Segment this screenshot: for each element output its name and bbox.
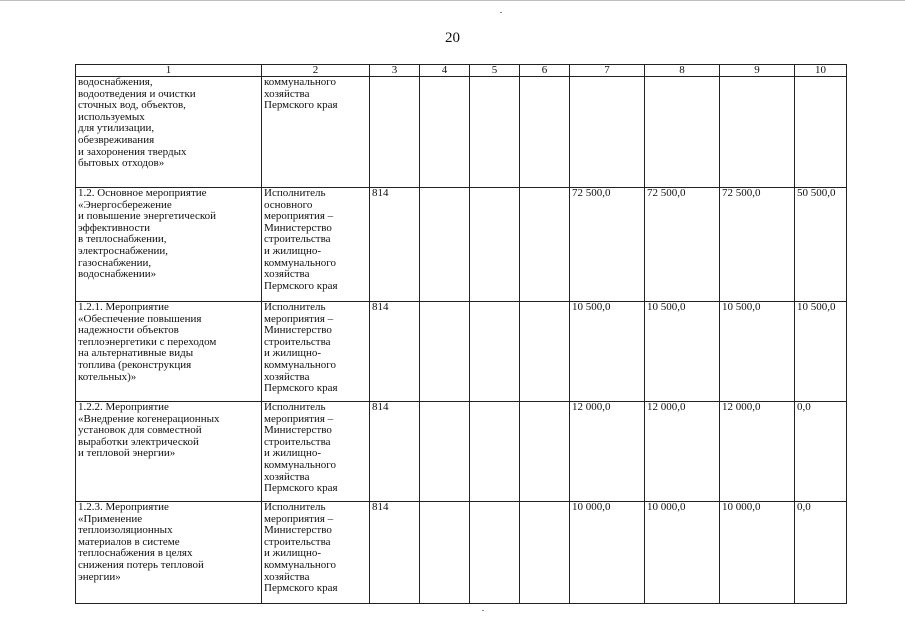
value-cell [470, 502, 520, 604]
value-cell: 12 000,0 [720, 402, 795, 502]
value-cell [520, 502, 570, 604]
value-cell [470, 302, 520, 402]
code-cell: 814 [370, 402, 420, 502]
value-cell [420, 402, 470, 502]
value-cell: 10 500,0 [645, 302, 720, 402]
value-cell: 72 500,0 [720, 188, 795, 302]
executor-cell: Исполнитель основного мероприятия – Министерство строительства и жилищно- коммунального хозяйства Пермского края [262, 188, 370, 302]
column-header: 8 [645, 65, 720, 77]
value-cell: 72 500,0 [645, 188, 720, 302]
program-activities-table [75, 64, 847, 604]
activity-name-cell: 1.2.1. Мероприятие «Обеспечение повышения надежности объектов теплоэнергетики с переходом на альтернативные виды топлива (реконструкция котельных)» [76, 302, 262, 402]
value-cell: 10 500,0 [720, 302, 795, 402]
value-cell [420, 302, 470, 402]
value-cell: 10 000,0 [645, 502, 720, 604]
value-cell [470, 188, 520, 302]
code-cell: 814 [370, 502, 420, 604]
value-cell: 10 000,0 [720, 502, 795, 604]
column-header: 1 [76, 65, 262, 77]
activity-name-cell: водоснабжения, водоотведения и очистки сточных вод, объектов, используемых для утилизации, обезвреживания и захоронения твердых бытовых отходов» [76, 77, 262, 188]
column-header: 5 [470, 65, 520, 77]
value-cell [470, 77, 520, 188]
value-cell [520, 77, 570, 188]
column-header: 7 [570, 65, 645, 77]
activity-name-cell: 1.2. Основное мероприятие «Энергосбережение и повышение энергетической эффективности в теплоснабжении, электроснабжении, газоснабжении, водоснабжении» [76, 188, 262, 302]
value-cell [520, 188, 570, 302]
value-cell: 12 000,0 [645, 402, 720, 502]
executor-cell: Исполнитель мероприятия – Министерство строительства и жилищно- коммунального хозяйства Пермского края [262, 502, 370, 604]
value-cell: 10 000,0 [570, 502, 645, 604]
value-cell [720, 77, 795, 188]
scan-speck [482, 610, 484, 611]
value-cell [420, 77, 470, 188]
column-header: 2 [262, 65, 370, 77]
scan-speck [500, 12, 502, 13]
value-cell: 72 500,0 [570, 188, 645, 302]
code-cell [370, 77, 420, 188]
value-cell: 10 500,0 [570, 302, 645, 402]
column-header: 6 [520, 65, 570, 77]
executor-cell: Исполнитель мероприятия – Министерство строительства и жилищно- коммунального хозяйства Пермского края [262, 402, 370, 502]
table-row [76, 302, 847, 402]
table-row [76, 188, 847, 302]
top-border-line [0, 0, 905, 1]
table-row [76, 402, 847, 502]
activity-name-cell: 1.2.2. Мероприятие «Внедрение когенерационных установок для совместной выработки электрической и тепловой энергии» [76, 402, 262, 502]
code-cell: 814 [370, 188, 420, 302]
executor-cell: коммунального хозяйства Пермского края [262, 77, 370, 188]
column-header: 9 [720, 65, 795, 77]
value-cell [645, 77, 720, 188]
value-cell [420, 502, 470, 604]
value-cell [795, 77, 847, 188]
column-header: 4 [420, 65, 470, 77]
value-cell: 0,0 [795, 502, 847, 604]
value-cell [520, 402, 570, 502]
value-cell [570, 77, 645, 188]
column-header: 10 [795, 65, 847, 77]
value-cell [470, 402, 520, 502]
value-cell [520, 302, 570, 402]
value-cell: 12 000,0 [570, 402, 645, 502]
executor-cell: Исполнитель мероприятия – Министерство строительства и жилищно- коммунального хозяйства Пермского края [262, 302, 370, 402]
column-header: 3 [370, 65, 420, 77]
value-cell: 0,0 [795, 402, 847, 502]
value-cell [420, 188, 470, 302]
table-row [76, 77, 847, 188]
value-cell: 10 500,0 [795, 302, 847, 402]
page-number: 20 [445, 30, 460, 46]
code-cell: 814 [370, 302, 420, 402]
table-row [76, 502, 847, 604]
table-header-row [76, 65, 847, 77]
activity-name-cell: 1.2.3. Мероприятие «Применение теплоизоляционных материалов в системе теплоснабжения в целях снижения потерь тепловой энергии» [76, 502, 262, 604]
value-cell: 50 500,0 [795, 188, 847, 302]
